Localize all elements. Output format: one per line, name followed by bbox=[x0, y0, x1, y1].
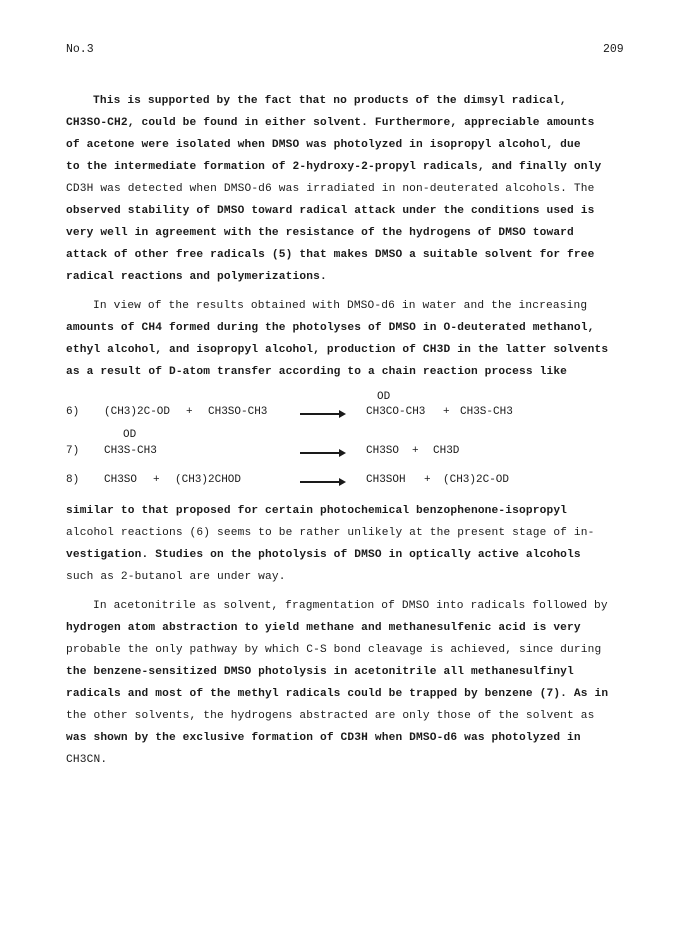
text-line: attack of other free radicals (5) that makes DMSO a suitable solvent for free bbox=[66, 249, 595, 261]
plus-sign: + bbox=[186, 406, 193, 418]
text-line: of acetone were isolated when DMSO was photolyzed in isopropyl alcohol, due bbox=[66, 139, 581, 151]
text-line: ethyl alcohol, and isopropyl alcohol, production of CH3D in the latter solvents bbox=[66, 344, 609, 356]
equation-6-reactant-2: CH3SO-CH3 bbox=[208, 406, 268, 418]
text-line: vestigation. Studies on the photolysis of DMSO in optically active alcohols bbox=[66, 549, 581, 561]
text-line: alcohol reactions (6) seems to be rather unlikely at the present stage of in- bbox=[66, 527, 595, 539]
text-line: In acetonitrile as solvent, fragmentation of DMSO into radicals followed by bbox=[93, 600, 608, 612]
equation-8-number: 8) bbox=[66, 474, 80, 486]
text-line: CH3SO-CH2, could be found in either solvent. Furthermore, appreciable amounts bbox=[66, 117, 595, 129]
text-line: radicals and most of the methyl radicals could be trapped by benzene (7). As in bbox=[66, 688, 609, 700]
equation-7-number: 7) bbox=[66, 445, 80, 457]
journal-issue: No.3 bbox=[66, 43, 94, 56]
equation-6-reactant-1: (CH3)2C-OD bbox=[104, 406, 171, 418]
text-line: as a result of D-atom transfer according to a chain reaction process like bbox=[66, 366, 568, 378]
equation-7-product-1: CH3SO bbox=[366, 445, 400, 457]
equation-8-product-1: CH3SOH bbox=[366, 474, 406, 486]
text-line: hydrogen atom abstraction to yield methane and methanesulfenic acid is very bbox=[66, 622, 581, 634]
text-line: radical reactions and polymerizations. bbox=[66, 271, 327, 283]
text-line: the benzene-sensitized DMSO photolysis in acetonitrile all methanesulfinyl bbox=[66, 666, 574, 678]
text-line: CH3CN. bbox=[66, 754, 108, 766]
plus-sign: + bbox=[443, 406, 450, 418]
reaction-arrow bbox=[300, 481, 340, 483]
plus-sign: + bbox=[412, 445, 419, 457]
page-number: 209 bbox=[603, 43, 624, 56]
reaction-arrow bbox=[300, 413, 340, 415]
text-line: to the intermediate formation of 2-hydroxy-2-propyl radicals, and finally only bbox=[66, 161, 602, 173]
text-line: amounts of CH4 formed during the photolyses of DMSO in O-deuterated methanol, bbox=[66, 322, 595, 334]
equation-7-reactant: CH3S-CH3 bbox=[104, 445, 157, 457]
od-label: OD bbox=[377, 391, 391, 403]
od-label: OD bbox=[123, 429, 137, 441]
equation-7-product-2: CH3D bbox=[433, 445, 460, 457]
text-line: probable the only pathway by which C-S bond cleavage is achieved, since during bbox=[66, 644, 602, 656]
equation-6-number: 6) bbox=[66, 406, 80, 418]
text-line: This is supported by the fact that no products of the dimsyl radical, bbox=[93, 95, 567, 107]
text-line: In view of the results obtained with DMSO-d6 in water and the increasing bbox=[93, 300, 588, 312]
text-line: very well in agreement with the resistance of the hydrogens of DMSO toward bbox=[66, 227, 574, 239]
equation-8-reactant-2: (CH3)2CHOD bbox=[175, 474, 242, 486]
text-line: observed stability of DMSO toward radical attack under the conditions used is bbox=[66, 205, 595, 217]
plus-sign: + bbox=[424, 474, 431, 486]
equation-6-product-1: CH3CO-CH3 bbox=[366, 406, 426, 418]
plus-sign: + bbox=[153, 474, 160, 486]
text-line: CD3H was detected when DMSO-d6 was irradiated in non-deuterated alcohols. The bbox=[66, 183, 595, 195]
equation-8-product-2: (CH3)2C-OD bbox=[443, 474, 510, 486]
text-line: such as 2-butanol are under way. bbox=[66, 571, 286, 583]
text-line: was shown by the exclusive formation of CD3H when DMSO-d6 was photolyzed in bbox=[66, 732, 581, 744]
text-line: the other solvents, the hydrogens abstracted are only those of the solvent as bbox=[66, 710, 595, 722]
text-line: similar to that proposed for certain photochemical benzophenone-isopropyl bbox=[66, 505, 568, 517]
equation-6-product-2: CH3S-CH3 bbox=[460, 406, 513, 418]
reaction-arrow bbox=[300, 452, 340, 454]
equation-8-reactant-1: CH3SO bbox=[104, 474, 138, 486]
